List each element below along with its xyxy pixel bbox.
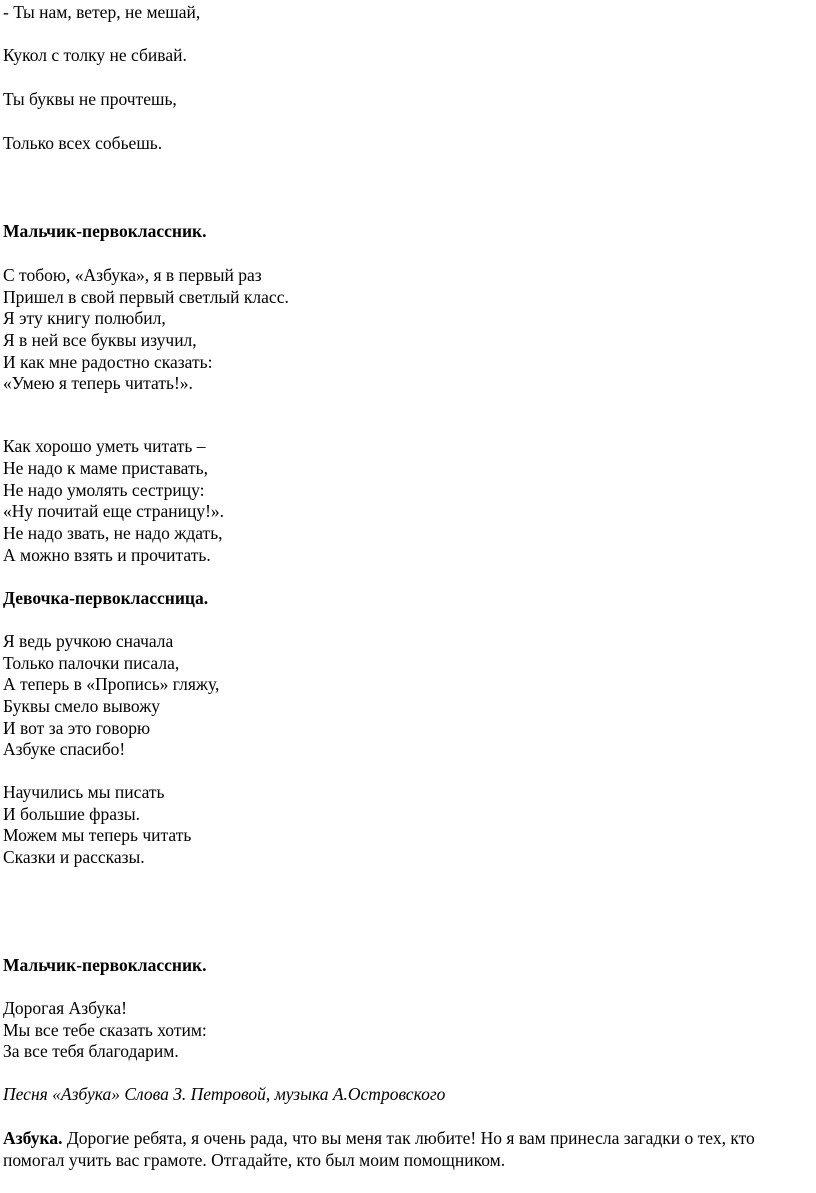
verse-line: И вот за это говорю	[3, 718, 151, 738]
verse-line: Только палочки писала,	[3, 653, 180, 673]
verse-line: Я эту книгу полюбил,	[3, 308, 166, 328]
verse-line: Пришел в свой первый светлый класс.	[3, 287, 289, 307]
verse-line: Не надо к маме приставать,	[3, 458, 208, 478]
verse-line: Как хорошо уметь читать –	[3, 436, 206, 456]
verse-line: Мы все тебе сказать хотим:	[3, 1020, 207, 1040]
verse-line: «Ну почитай еще страницу!».	[3, 501, 225, 521]
verse-line: А теперь в «Пропись» гляжу,	[3, 674, 220, 694]
closing-speaker: Азбука.	[3, 1128, 63, 1148]
verse-line: Не надо умолять сестрицу:	[3, 480, 205, 500]
verse-line: С тобою, «Азбука», я в первый раз	[3, 265, 262, 285]
verse-line: - Ты нам, ветер, не мешай,	[3, 2, 201, 22]
verse-line: Не надо звать, не надо ждать,	[3, 523, 223, 543]
verse-line: Ты буквы не прочтешь,	[3, 89, 177, 109]
verse-line: Сказки и рассказы.	[3, 847, 145, 867]
verse-line: Кукол с толку не сбивай.	[3, 45, 187, 65]
verse-line: Научились мы писать	[3, 782, 165, 802]
verse-line: Азбуке спасибо!	[3, 739, 126, 759]
closing-paragraph	[3, 1127, 813, 1171]
verse-line: А можно взять и прочитать.	[3, 545, 211, 565]
verse-line: За все тебя благодарим.	[3, 1041, 179, 1061]
speaker-heading: Девочка-первоклассница.	[3, 588, 209, 608]
verse-line: Дорогая Азбука!	[3, 998, 127, 1018]
verse-line: Можем мы теперь читать	[3, 825, 192, 845]
speaker-heading: Мальчик-первоклассник.	[3, 221, 207, 241]
closing-text: Дорогие ребята, я очень рада, что вы меня так любите! Но я вам принесла загадки о тех, кто помогал учить вас грамоте. Отгадайте, кто был моим помощником.	[3, 1128, 755, 1170]
verse-line: Буквы смело вывожу	[3, 696, 161, 716]
verse-line: Я ведь ручкою сначала	[3, 631, 174, 651]
verse-line: И большие фразы.	[3, 804, 141, 824]
verse-line: И как мне радостно сказать:	[3, 352, 213, 372]
verse-line: Я в ней все буквы изучил,	[3, 330, 197, 350]
speaker-heading: Мальчик-первоклассник.	[3, 955, 207, 975]
song-note: Песня «Азбука» Слова З. Петровой, музыка А.Островского	[3, 1084, 446, 1104]
verse-line: «Умею я теперь читать!».	[3, 373, 193, 393]
verse-line: Только всех собьешь.	[3, 133, 163, 153]
